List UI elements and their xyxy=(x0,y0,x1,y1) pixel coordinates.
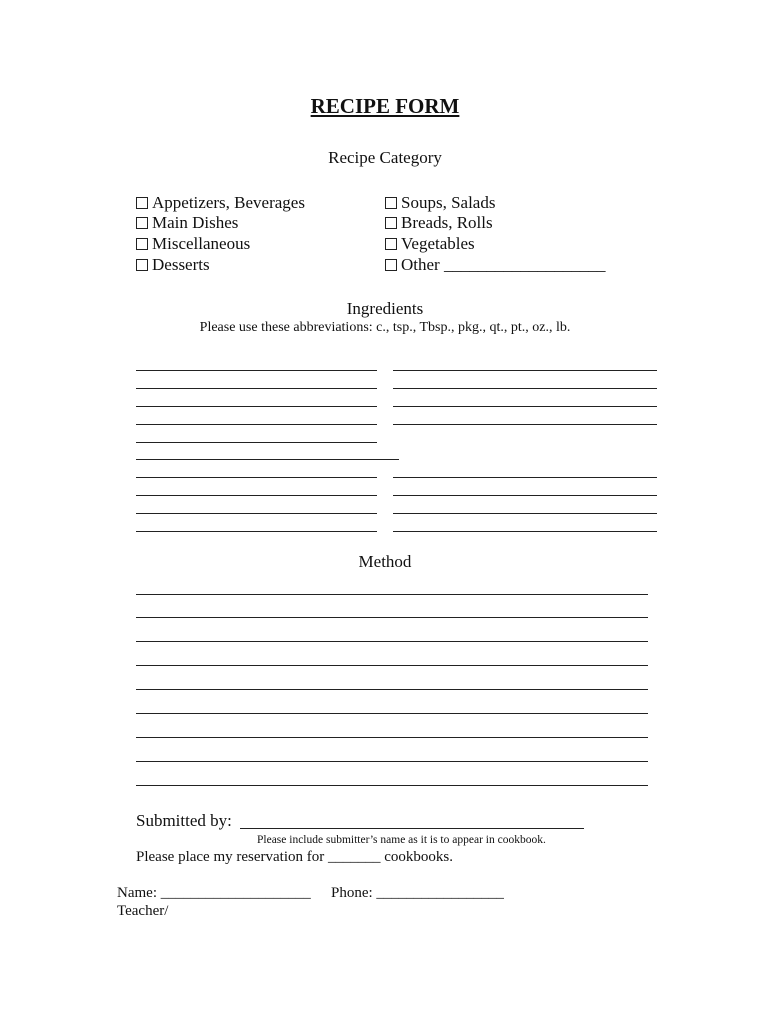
ingredient-line[interactable] xyxy=(136,442,377,443)
checkbox[interactable] xyxy=(136,217,148,229)
ingredient-line[interactable] xyxy=(136,495,377,496)
method-heading: Method xyxy=(358,552,412,571)
ingredient-line[interactable] xyxy=(393,370,657,371)
category-other[interactable] xyxy=(385,255,605,275)
checkbox[interactable] xyxy=(136,197,148,209)
submitter-note: Please include submitter’s name as it is to appear in cookbook. xyxy=(257,834,546,846)
method-line[interactable] xyxy=(136,641,648,642)
checkbox[interactable] xyxy=(136,259,148,271)
checkbox[interactable] xyxy=(385,217,397,229)
method-line[interactable] xyxy=(136,689,648,690)
ingredient-line[interactable] xyxy=(136,477,377,478)
ingredient-line[interactable] xyxy=(136,531,377,532)
category-label: Miscellaneous xyxy=(152,234,251,253)
checkbox[interactable] xyxy=(385,197,397,209)
reservation-text: Please place my reservation for _______ cookbooks. xyxy=(136,849,453,865)
method-line[interactable] xyxy=(136,594,648,595)
checkbox[interactable] xyxy=(385,259,397,271)
ingredient-line[interactable] xyxy=(136,459,399,460)
category-label: Other ___________________ xyxy=(401,255,606,274)
category-label: Main Dishes xyxy=(152,213,239,232)
form-title: RECIPE FORM xyxy=(310,94,460,118)
ingredient-line[interactable] xyxy=(393,406,657,407)
method-line[interactable] xyxy=(136,617,648,618)
teacher-label: Teacher/ xyxy=(117,903,169,919)
category-label: Soups, Salads xyxy=(401,193,496,212)
checkbox[interactable] xyxy=(385,238,397,250)
ingredient-line[interactable] xyxy=(393,531,657,532)
name-field[interactable]: Name: ____________________ xyxy=(117,885,311,901)
category-appetizers[interactable] xyxy=(136,193,305,213)
method-line[interactable] xyxy=(136,665,648,666)
abbreviations-note: Please use these abbreviations: c., tsp., Tbsp., pkg., qt., pt., oz., lb. xyxy=(199,320,571,335)
category-label: Vegetables xyxy=(401,234,475,253)
ingredient-line[interactable] xyxy=(393,495,657,496)
category-desserts[interactable] xyxy=(136,255,210,275)
category-label: Breads, Rolls xyxy=(401,213,493,232)
ingredient-line[interactable] xyxy=(136,388,377,389)
category-label: Appetizers, Beverages xyxy=(152,193,305,212)
category-breads-rolls[interactable] xyxy=(385,213,493,233)
phone-field[interactable]: Phone: _________________ xyxy=(331,885,504,901)
checkbox[interactable] xyxy=(136,238,148,250)
recipe-category-heading: Recipe Category xyxy=(328,148,442,167)
ingredient-line[interactable] xyxy=(393,424,657,425)
ingredient-line[interactable] xyxy=(136,406,377,407)
ingredient-line[interactable] xyxy=(136,424,377,425)
ingredient-line[interactable] xyxy=(393,513,657,514)
ingredient-line[interactable] xyxy=(393,388,657,389)
ingredient-line[interactable] xyxy=(136,370,377,371)
submitted-by-field[interactable] xyxy=(240,828,584,829)
category-soups-salads[interactable] xyxy=(385,193,495,213)
category-main-dishes[interactable] xyxy=(136,213,238,233)
method-line[interactable] xyxy=(136,737,648,738)
method-line[interactable] xyxy=(136,761,648,762)
category-vegetables[interactable] xyxy=(385,234,475,254)
method-line[interactable] xyxy=(136,785,648,786)
ingredient-line[interactable] xyxy=(136,513,377,514)
ingredients-heading: Ingredients xyxy=(346,299,424,318)
method-line[interactable] xyxy=(136,713,648,714)
ingredient-line[interactable] xyxy=(393,477,657,478)
submitted-by-label: Submitted by: xyxy=(136,811,232,830)
category-label: Desserts xyxy=(152,255,210,274)
category-miscellaneous[interactable] xyxy=(136,234,250,254)
